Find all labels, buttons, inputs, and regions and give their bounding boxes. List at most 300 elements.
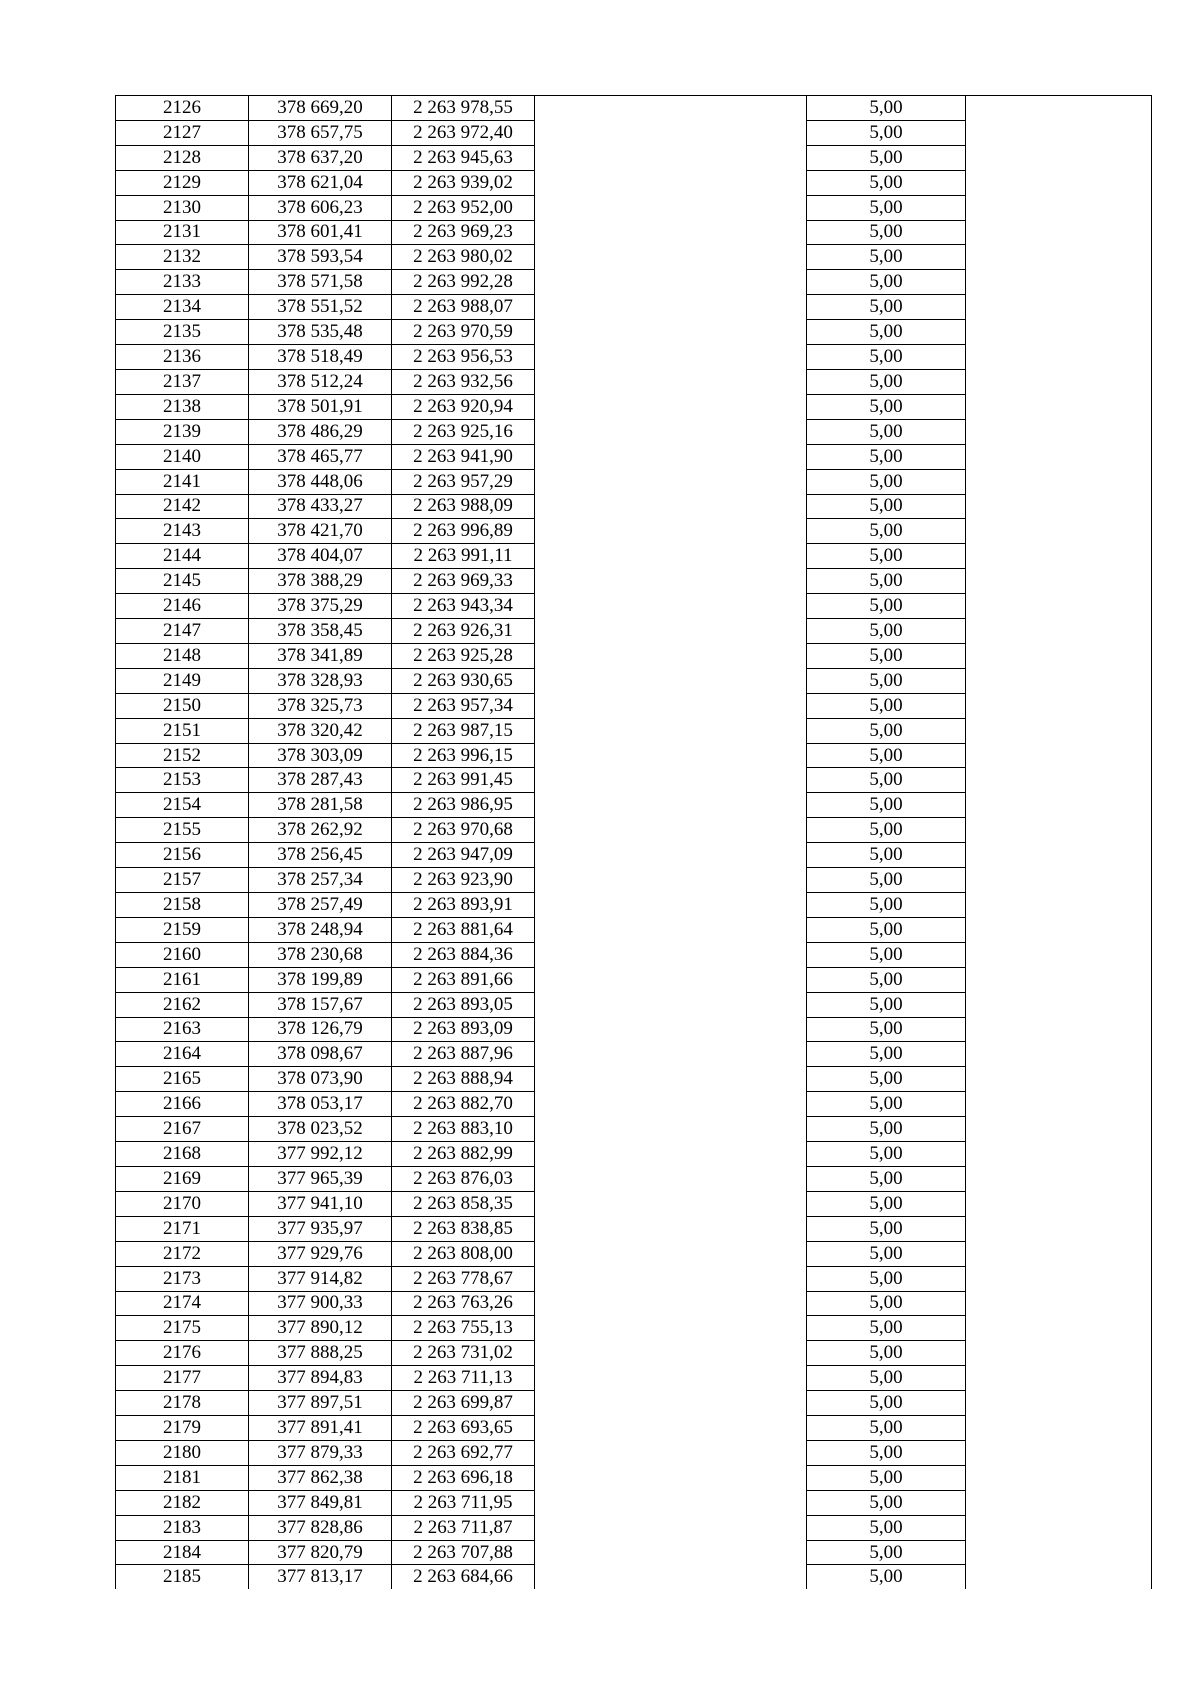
y-coordinate-cell: 2 263 980,02 (392, 245, 535, 270)
note-cell (966, 619, 1152, 644)
table-row (116, 1391, 1152, 1416)
precision-cell: 5,00 (807, 594, 966, 619)
empty-cell (535, 818, 807, 843)
point-number-cell: 2160 (116, 942, 249, 967)
x-coordinate-cell: 378 325,73 (249, 693, 392, 718)
precision-cell: 5,00 (807, 1291, 966, 1316)
empty-cell (535, 569, 807, 594)
point-number-cell: 2152 (116, 743, 249, 768)
table-row (116, 942, 1152, 967)
x-coordinate-cell: 378 358,45 (249, 619, 392, 644)
point-number-cell: 2159 (116, 917, 249, 942)
y-coordinate-cell: 2 263 881,64 (392, 917, 535, 942)
point-number-cell: 2128 (116, 145, 249, 170)
empty-cell (535, 768, 807, 793)
precision-cell: 5,00 (807, 1341, 966, 1366)
y-coordinate-cell: 2 263 876,03 (392, 1166, 535, 1191)
note-cell (966, 718, 1152, 743)
y-coordinate-cell: 2 263 925,16 (392, 419, 535, 444)
table-row (116, 419, 1152, 444)
empty-cell (535, 619, 807, 644)
y-coordinate-cell: 2 263 992,28 (392, 270, 535, 295)
x-coordinate-cell: 377 992,12 (249, 1142, 392, 1167)
empty-cell (535, 1266, 807, 1291)
precision-cell: 5,00 (807, 419, 966, 444)
y-coordinate-cell: 2 263 969,33 (392, 569, 535, 594)
y-coordinate-cell: 2 263 957,29 (392, 469, 535, 494)
x-coordinate-cell: 378 287,43 (249, 768, 392, 793)
point-number-cell: 2181 (116, 1465, 249, 1490)
y-coordinate-cell: 2 263 711,87 (392, 1515, 535, 1540)
empty-cell (535, 1067, 807, 1092)
y-coordinate-cell: 2 263 923,90 (392, 868, 535, 893)
table-row (116, 569, 1152, 594)
empty-cell (535, 1366, 807, 1391)
x-coordinate-cell: 378 157,67 (249, 992, 392, 1017)
point-number-cell: 2179 (116, 1416, 249, 1441)
table-row (116, 768, 1152, 793)
note-cell (966, 1166, 1152, 1191)
note-cell (966, 1191, 1152, 1216)
precision-cell: 5,00 (807, 394, 966, 419)
x-coordinate-cell: 378 512,24 (249, 369, 392, 394)
note-cell (966, 1565, 1152, 1589)
point-number-cell: 2169 (116, 1166, 249, 1191)
note-cell (966, 743, 1152, 768)
x-coordinate-cell: 378 601,41 (249, 220, 392, 245)
empty-cell (535, 793, 807, 818)
table-row (116, 1191, 1152, 1216)
note-cell (966, 245, 1152, 270)
note-cell (966, 519, 1152, 544)
x-coordinate-cell: 377 849,81 (249, 1490, 392, 1515)
point-number-cell: 2126 (116, 96, 249, 121)
table-row (116, 1216, 1152, 1241)
note-cell (966, 270, 1152, 295)
precision-cell: 5,00 (807, 444, 966, 469)
note-cell (966, 96, 1152, 121)
point-number-cell: 2173 (116, 1266, 249, 1291)
precision-cell: 5,00 (807, 942, 966, 967)
precision-cell: 5,00 (807, 1565, 966, 1589)
precision-cell: 5,00 (807, 992, 966, 1017)
table-row (116, 519, 1152, 544)
precision-cell: 5,00 (807, 170, 966, 195)
x-coordinate-cell: 378 248,94 (249, 917, 392, 942)
point-number-cell: 2127 (116, 120, 249, 145)
empty-cell (535, 1092, 807, 1117)
point-number-cell: 2177 (116, 1366, 249, 1391)
table-row (116, 917, 1152, 942)
x-coordinate-cell: 377 820,79 (249, 1540, 392, 1565)
note-cell (966, 569, 1152, 594)
empty-cell (535, 1341, 807, 1366)
y-coordinate-cell: 2 263 972,40 (392, 120, 535, 145)
x-coordinate-cell: 378 465,77 (249, 444, 392, 469)
table-row (116, 1490, 1152, 1515)
point-number-cell: 2153 (116, 768, 249, 793)
x-coordinate-cell: 378 023,52 (249, 1117, 392, 1142)
table-row (116, 643, 1152, 668)
precision-cell: 5,00 (807, 1017, 966, 1042)
note-cell (966, 295, 1152, 320)
x-coordinate-cell: 378 657,75 (249, 120, 392, 145)
x-coordinate-cell: 378 571,58 (249, 270, 392, 295)
precision-cell: 5,00 (807, 295, 966, 320)
table-row (116, 693, 1152, 718)
y-coordinate-cell: 2 263 893,09 (392, 1017, 535, 1042)
precision-cell: 5,00 (807, 245, 966, 270)
x-coordinate-cell: 377 888,25 (249, 1341, 392, 1366)
y-coordinate-cell: 2 263 969,23 (392, 220, 535, 245)
y-coordinate-cell: 2 263 699,87 (392, 1391, 535, 1416)
note-cell (966, 494, 1152, 519)
precision-cell: 5,00 (807, 1117, 966, 1142)
empty-cell (535, 469, 807, 494)
empty-cell (535, 1565, 807, 1589)
empty-cell (535, 1515, 807, 1540)
x-coordinate-cell: 377 935,97 (249, 1216, 392, 1241)
x-coordinate-cell: 377 862,38 (249, 1465, 392, 1490)
point-number-cell: 2140 (116, 444, 249, 469)
y-coordinate-cell: 2 263 882,99 (392, 1142, 535, 1167)
coordinates-table (115, 95, 1152, 1589)
point-number-cell: 2178 (116, 1391, 249, 1416)
table-row (116, 469, 1152, 494)
x-coordinate-cell: 378 256,45 (249, 843, 392, 868)
y-coordinate-cell: 2 263 711,95 (392, 1490, 535, 1515)
y-coordinate-cell: 2 263 986,95 (392, 793, 535, 818)
point-number-cell: 2165 (116, 1067, 249, 1092)
y-coordinate-cell: 2 263 684,66 (392, 1565, 535, 1589)
point-number-cell: 2168 (116, 1142, 249, 1167)
note-cell (966, 992, 1152, 1017)
point-number-cell: 2170 (116, 1191, 249, 1216)
empty-cell (535, 295, 807, 320)
precision-cell: 5,00 (807, 1465, 966, 1490)
empty-cell (535, 1465, 807, 1490)
empty-cell (535, 1042, 807, 1067)
table-row (116, 1416, 1152, 1441)
x-coordinate-cell: 378 551,52 (249, 295, 392, 320)
y-coordinate-cell: 2 263 891,66 (392, 967, 535, 992)
empty-cell (535, 419, 807, 444)
point-number-cell: 2129 (116, 170, 249, 195)
note-cell (966, 1067, 1152, 1092)
x-coordinate-cell: 378 421,70 (249, 519, 392, 544)
point-number-cell: 2130 (116, 195, 249, 220)
y-coordinate-cell: 2 263 996,89 (392, 519, 535, 544)
x-coordinate-cell: 377 929,76 (249, 1241, 392, 1266)
table-row (116, 1017, 1152, 1042)
y-coordinate-cell: 2 263 696,18 (392, 1465, 535, 1490)
point-number-cell: 2171 (116, 1216, 249, 1241)
empty-cell (535, 195, 807, 220)
note-cell (966, 419, 1152, 444)
note-cell (966, 942, 1152, 967)
note-cell (966, 643, 1152, 668)
table-row (116, 1291, 1152, 1316)
note-cell (966, 120, 1152, 145)
table-row (116, 220, 1152, 245)
table-row (116, 619, 1152, 644)
precision-cell: 5,00 (807, 1416, 966, 1441)
x-coordinate-cell: 378 303,09 (249, 743, 392, 768)
precision-cell: 5,00 (807, 469, 966, 494)
table-row (116, 718, 1152, 743)
x-coordinate-cell: 378 637,20 (249, 145, 392, 170)
precision-cell: 5,00 (807, 96, 966, 121)
point-number-cell: 2139 (116, 419, 249, 444)
x-coordinate-cell: 378 621,04 (249, 170, 392, 195)
point-number-cell: 2148 (116, 643, 249, 668)
y-coordinate-cell: 2 263 957,34 (392, 693, 535, 718)
table-row (116, 544, 1152, 569)
x-coordinate-cell: 377 894,83 (249, 1366, 392, 1391)
table-row (116, 295, 1152, 320)
note-cell (966, 544, 1152, 569)
table-row (116, 444, 1152, 469)
empty-cell (535, 394, 807, 419)
x-coordinate-cell: 378 281,58 (249, 793, 392, 818)
table-row (116, 967, 1152, 992)
table-row (116, 120, 1152, 145)
precision-cell: 5,00 (807, 818, 966, 843)
x-coordinate-cell: 378 375,29 (249, 594, 392, 619)
coordinates-table-body (116, 96, 1152, 1590)
x-coordinate-cell: 378 593,54 (249, 245, 392, 270)
point-number-cell: 2174 (116, 1291, 249, 1316)
x-coordinate-cell: 377 897,51 (249, 1391, 392, 1416)
table-row (116, 320, 1152, 345)
y-coordinate-cell: 2 263 945,63 (392, 145, 535, 170)
precision-cell: 5,00 (807, 270, 966, 295)
table-row (116, 245, 1152, 270)
note-cell (966, 594, 1152, 619)
y-coordinate-cell: 2 263 987,15 (392, 718, 535, 743)
precision-cell: 5,00 (807, 868, 966, 893)
empty-cell (535, 444, 807, 469)
note-cell (966, 220, 1152, 245)
empty-cell (535, 1440, 807, 1465)
table-row (116, 1440, 1152, 1465)
note-cell (966, 1515, 1152, 1540)
x-coordinate-cell: 378 230,68 (249, 942, 392, 967)
point-number-cell: 2132 (116, 245, 249, 270)
table-row (116, 992, 1152, 1017)
table-row (116, 668, 1152, 693)
y-coordinate-cell: 2 263 883,10 (392, 1117, 535, 1142)
note-cell (966, 145, 1152, 170)
y-coordinate-cell: 2 263 920,94 (392, 394, 535, 419)
table-row (116, 1067, 1152, 1092)
empty-cell (535, 643, 807, 668)
y-coordinate-cell: 2 263 932,56 (392, 369, 535, 394)
precision-cell: 5,00 (807, 1166, 966, 1191)
table-row (116, 1241, 1152, 1266)
point-number-cell: 2135 (116, 320, 249, 345)
table-row (116, 868, 1152, 893)
point-number-cell: 2182 (116, 1490, 249, 1515)
precision-cell: 5,00 (807, 1266, 966, 1291)
point-number-cell: 2144 (116, 544, 249, 569)
note-cell (966, 1092, 1152, 1117)
y-coordinate-cell: 2 263 996,15 (392, 743, 535, 768)
empty-cell (535, 594, 807, 619)
table-row (116, 1166, 1152, 1191)
precision-cell: 5,00 (807, 1515, 966, 1540)
y-coordinate-cell: 2 263 952,00 (392, 195, 535, 220)
y-coordinate-cell: 2 263 978,55 (392, 96, 535, 121)
empty-cell (535, 1391, 807, 1416)
empty-cell (535, 668, 807, 693)
note-cell (966, 1391, 1152, 1416)
precision-cell: 5,00 (807, 345, 966, 370)
empty-cell (535, 220, 807, 245)
x-coordinate-cell: 378 448,06 (249, 469, 392, 494)
note-cell (966, 320, 1152, 345)
note-cell (966, 394, 1152, 419)
empty-cell (535, 145, 807, 170)
point-number-cell: 2157 (116, 868, 249, 893)
empty-cell (535, 967, 807, 992)
note-cell (966, 1142, 1152, 1167)
x-coordinate-cell: 377 900,33 (249, 1291, 392, 1316)
x-coordinate-cell: 378 486,29 (249, 419, 392, 444)
point-number-cell: 2142 (116, 494, 249, 519)
point-number-cell: 2172 (116, 1241, 249, 1266)
precision-cell: 5,00 (807, 1440, 966, 1465)
precision-cell: 5,00 (807, 569, 966, 594)
note-cell (966, 195, 1152, 220)
table-row (116, 345, 1152, 370)
note-cell (966, 893, 1152, 918)
empty-cell (535, 893, 807, 918)
y-coordinate-cell: 2 263 882,70 (392, 1092, 535, 1117)
x-coordinate-cell: 378 262,92 (249, 818, 392, 843)
x-coordinate-cell: 378 501,91 (249, 394, 392, 419)
point-number-cell: 2166 (116, 1092, 249, 1117)
table-row (116, 1465, 1152, 1490)
point-number-cell: 2158 (116, 893, 249, 918)
empty-cell (535, 270, 807, 295)
empty-cell (535, 494, 807, 519)
precision-cell: 5,00 (807, 619, 966, 644)
note-cell (966, 1291, 1152, 1316)
precision-cell: 5,00 (807, 917, 966, 942)
table-row (116, 170, 1152, 195)
table-row (116, 1540, 1152, 1565)
precision-cell: 5,00 (807, 693, 966, 718)
x-coordinate-cell: 378 341,89 (249, 643, 392, 668)
table-row (116, 1092, 1152, 1117)
note-cell (966, 1316, 1152, 1341)
note-cell (966, 1440, 1152, 1465)
table-row (116, 1565, 1152, 1589)
y-coordinate-cell: 2 263 956,53 (392, 345, 535, 370)
y-coordinate-cell: 2 263 991,11 (392, 544, 535, 569)
y-coordinate-cell: 2 263 711,13 (392, 1366, 535, 1391)
empty-cell (535, 718, 807, 743)
x-coordinate-cell: 378 518,49 (249, 345, 392, 370)
empty-cell (535, 1540, 807, 1565)
table-row (116, 818, 1152, 843)
note-cell (966, 1341, 1152, 1366)
x-coordinate-cell: 378 388,29 (249, 569, 392, 594)
x-coordinate-cell: 378 669,20 (249, 96, 392, 121)
precision-cell: 5,00 (807, 369, 966, 394)
point-number-cell: 2180 (116, 1440, 249, 1465)
precision-cell: 5,00 (807, 718, 966, 743)
y-coordinate-cell: 2 263 988,07 (392, 295, 535, 320)
table-row (116, 1341, 1152, 1366)
y-coordinate-cell: 2 263 925,28 (392, 643, 535, 668)
point-number-cell: 2143 (116, 519, 249, 544)
precision-cell: 5,00 (807, 494, 966, 519)
point-number-cell: 2136 (116, 345, 249, 370)
table-row (116, 1515, 1152, 1540)
precision-cell: 5,00 (807, 1042, 966, 1067)
note-cell (966, 469, 1152, 494)
note-cell (966, 917, 1152, 942)
y-coordinate-cell: 2 263 763,26 (392, 1291, 535, 1316)
point-number-cell: 2156 (116, 843, 249, 868)
note-cell (966, 170, 1152, 195)
precision-cell: 5,00 (807, 793, 966, 818)
table-row (116, 743, 1152, 768)
note-cell (966, 1117, 1152, 1142)
point-number-cell: 2138 (116, 394, 249, 419)
y-coordinate-cell: 2 263 970,59 (392, 320, 535, 345)
note-cell (966, 1366, 1152, 1391)
x-coordinate-cell: 377 813,17 (249, 1565, 392, 1589)
point-number-cell: 2184 (116, 1540, 249, 1565)
point-number-cell: 2175 (116, 1316, 249, 1341)
y-coordinate-cell: 2 263 731,02 (392, 1341, 535, 1366)
point-number-cell: 2164 (116, 1042, 249, 1067)
x-coordinate-cell: 377 941,10 (249, 1191, 392, 1216)
point-number-cell: 2146 (116, 594, 249, 619)
precision-cell: 5,00 (807, 145, 966, 170)
note-cell (966, 1216, 1152, 1241)
empty-cell (535, 1191, 807, 1216)
precision-cell: 5,00 (807, 1067, 966, 1092)
point-number-cell: 2163 (116, 1017, 249, 1042)
table-row (116, 893, 1152, 918)
note-cell (966, 1266, 1152, 1291)
empty-cell (535, 320, 807, 345)
table-row (116, 594, 1152, 619)
empty-cell (535, 245, 807, 270)
point-number-cell: 2185 (116, 1565, 249, 1589)
precision-cell: 5,00 (807, 1191, 966, 1216)
y-coordinate-cell: 2 263 858,35 (392, 1191, 535, 1216)
table-row (116, 1117, 1152, 1142)
table-row (116, 369, 1152, 394)
precision-cell: 5,00 (807, 893, 966, 918)
table-row (116, 1266, 1152, 1291)
empty-cell (535, 1241, 807, 1266)
table-row (116, 195, 1152, 220)
y-coordinate-cell: 2 263 893,05 (392, 992, 535, 1017)
y-coordinate-cell: 2 263 808,00 (392, 1241, 535, 1266)
x-coordinate-cell: 377 879,33 (249, 1440, 392, 1465)
precision-cell: 5,00 (807, 1216, 966, 1241)
empty-cell (535, 992, 807, 1017)
note-cell (966, 1465, 1152, 1490)
y-coordinate-cell: 2 263 693,65 (392, 1416, 535, 1441)
empty-cell (535, 1017, 807, 1042)
